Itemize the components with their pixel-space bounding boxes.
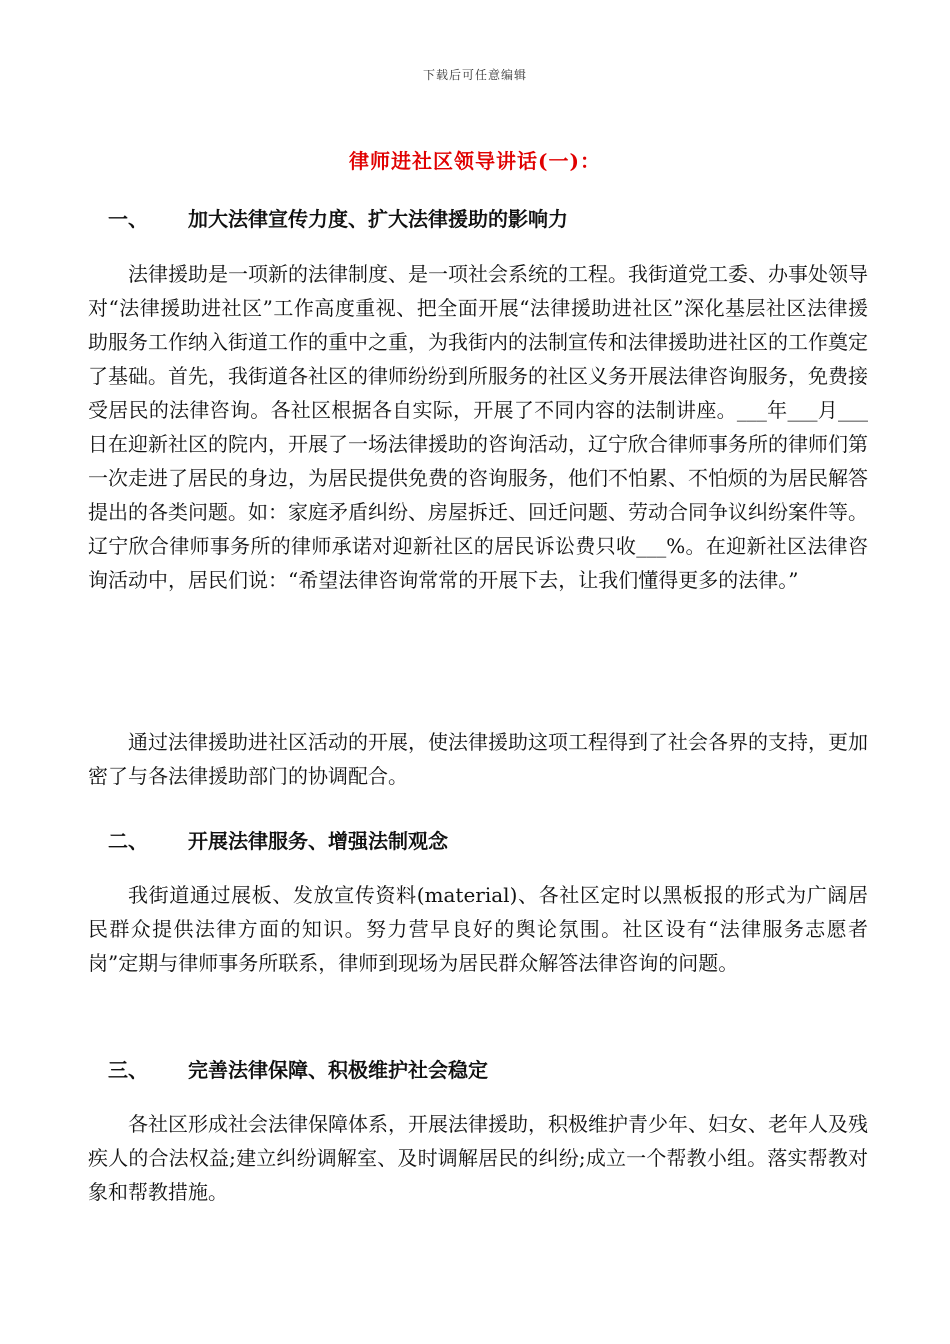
paragraph: 我街道通过展板、发放宣传资料(material)、各社区定时以黑板报的形式为广阔居民群众提供法律方面的知识。努力营早良好的舆论氛围。社区设有“法律服务志愿者岗”定期与律师事务所联系，律师到现场为居民群众解答法律咨询的问题。 [88, 883, 868, 975]
paragraph: 法律援助是一项新的法律制度、是一项社会系统的工程。我街道党工委、办事处领导对“法律援助进社区”工作高度重视、把全面开展“法律援助进社区”深化基层社区法律援助服务工作纳入街道工作的重中之重，为我街内的法制宣传和法律援助进社区的工作奠定了基础。首先，我街道各社区的律师纷纷到所服务的社区义务开展法律咨询服务，免费接受居民的法律咨询。各社区根据各自实际，开展了不同内容的法制讲座。___年___月___日在迎新社区的院内，开展了一场法律援助的咨询活动，辽宁欣合律师事务所的律师们第一次走进了居民的身边，为居民提供免费的咨询服务，他们不怕累、不怕烦的为居民解答提出的各类问题。如：家庭矛盾纠纷、房屋拆迁、回迁问题、劳动合同争议纠纷案件等。辽宁欣合律师事务所的律师承诺对迎新社区的居民诉讼费只收___%。在迎新社区法律咨询活动中，居民们说：“希望法律咨询常常的开展下去，让我们懂得更多的法律。” [88, 262, 868, 592]
section-heading-1 [108, 203, 568, 232]
section-heading-text: 完善法律保障、积极维护社会稳定 [188, 1058, 488, 1082]
section-heading-text: 开展法律服务、增强法制观念 [188, 829, 448, 853]
section-heading-3 [108, 1054, 488, 1083]
paragraph: 通过法律援助进社区活动的开展，使法律援助这项工程得到了社会各界的支持，更加密了与各法律援助部门的协调配合。 [88, 730, 868, 788]
header-note: 下载后可任意编辑 [422, 68, 527, 82]
document-title: 律师进社区领导讲话(一)： [349, 149, 601, 173]
section-heading-2 [108, 825, 448, 854]
section-heading-text: 加大法律宣传力度、扩大法律援助的影响力 [188, 207, 568, 231]
section-number: 三、 [108, 1058, 148, 1082]
section-number: 二、 [108, 829, 148, 853]
paragraph: 各社区形成社会法律保障体系，开展法律援助，积极维护青少年、妇女、老年人及残疾人的合法权益;建立纠纷调解室、及时调解居民的纠纷;成立一个帮教小组。落实帮教对象和帮教措施。 [88, 1112, 868, 1204]
section-number: 一、 [108, 207, 148, 231]
